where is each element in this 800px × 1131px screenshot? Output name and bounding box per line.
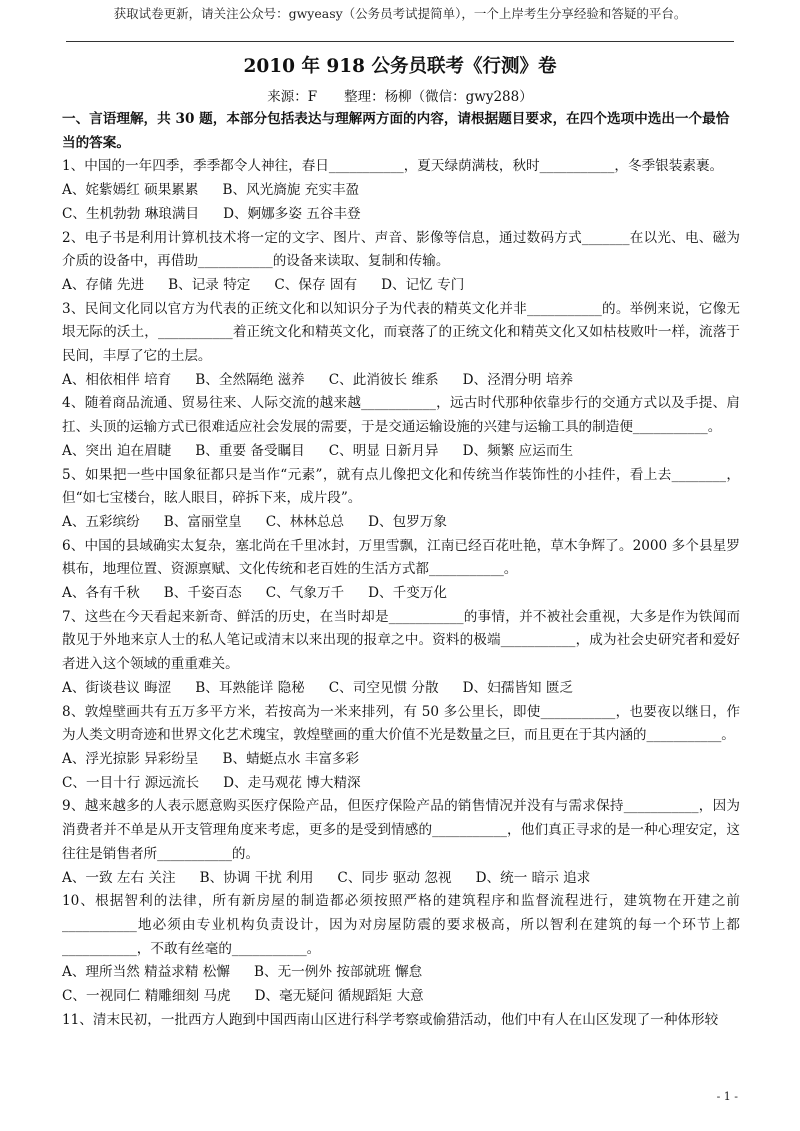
answer-option: A、五彩缤纷 bbox=[62, 513, 140, 530]
answer-option: C、一目十行 源远流长 bbox=[62, 774, 200, 791]
question-stem: 6、中国的县域确实太复杂，塞北尚在千里冰封，万里雪飘，江南已经百花吐艳，草木争辉了。2000 多个县星罗棋布，地理位置、资源禀赋、文化传统和老百姓的生活方式都___________。 bbox=[62, 537, 740, 578]
option-row bbox=[62, 961, 740, 985]
option-row bbox=[62, 985, 740, 1009]
answer-option: D、统一 暗示 追求 bbox=[475, 869, 591, 886]
page-subtitle: 来源：F 整理：杨柳（微信：gwy288） bbox=[267, 89, 533, 105]
question-stem: 10、根据智利的法律，所有新房屋的制造都必须按照严格的建筑程序和监督流程进行，建筑物在开建之前___________地必须由专业机构负责设计，因为对房屋防震的要求极高，所以智利在建筑的每一个环节上都___________，不敢有丝毫的___________。 bbox=[62, 893, 740, 957]
option-row bbox=[62, 772, 740, 796]
answer-option: A、理所当然 精益求精 松懈 bbox=[62, 964, 230, 981]
answer-option: C、司空见惯 分散 bbox=[328, 679, 439, 696]
option-row bbox=[62, 582, 740, 606]
answer-option: C、气象万千 bbox=[265, 585, 345, 602]
answer-option: B、记录 特定 bbox=[168, 276, 251, 293]
answer-option: D、记忆 专门 bbox=[381, 276, 465, 293]
question-stem: 4、随着商品流通、贸易往来、人际交流的越来越___________，远古时代那种依靠步行的交通方式以及手提、肩扛、头顶的运输方式已很难适应社会发展的需要，于是交通运输设施的兴建与运输工具的制造便___________。 bbox=[62, 395, 740, 436]
question-stem: 9、越来越多的人表示愿意购买医疗保险产品，但医疗保险产品的销售情况并没有与需求保持___________，因为消费者并不单是从开支管理角度来考虑，更多的是受到情感的___________，他们真正寻求的是一种心理安定，这往往是销售者所___________的。 bbox=[62, 798, 740, 862]
question bbox=[62, 535, 740, 606]
question-stem: 11、清末民初，一批西方人跑到中国西南山区进行科学考察或偷猎活动，他们中有人在山区发现了一种体形较 bbox=[62, 1011, 719, 1028]
answer-option: C、此消彼长 维系 bbox=[328, 371, 439, 388]
answer-option: A、突出 迫在眉睫 bbox=[62, 442, 172, 459]
answer-option: B、无一例外 按部就班 懈怠 bbox=[254, 964, 423, 981]
answer-option: C、生机勃勃 琳琅满目 bbox=[62, 205, 200, 222]
answer-option: B、风光旖旎 充实丰盈 bbox=[222, 182, 360, 199]
option-row bbox=[62, 274, 740, 298]
answer-option: D、包罗万象 bbox=[368, 513, 448, 530]
answer-option: B、富丽堂皇 bbox=[163, 513, 242, 530]
answer-option: A、一致 左右 关注 bbox=[62, 869, 176, 886]
question bbox=[62, 464, 740, 535]
question bbox=[62, 298, 740, 393]
option-row bbox=[62, 179, 740, 203]
option-row bbox=[62, 677, 740, 701]
option-row bbox=[62, 867, 740, 891]
answer-option: D、千变万化 bbox=[368, 585, 448, 602]
option-row bbox=[62, 369, 740, 393]
question bbox=[62, 392, 740, 463]
option-row bbox=[62, 748, 740, 772]
answer-option: B、耳熟能详 隐秘 bbox=[195, 679, 305, 696]
answer-option: B、重要 备受瞩目 bbox=[195, 442, 305, 459]
answer-option: A、街谈巷议 晦涩 bbox=[62, 679, 172, 696]
question-list bbox=[62, 155, 740, 1032]
answer-option: C、同步 驱动 忽视 bbox=[337, 869, 452, 886]
option-row bbox=[62, 203, 740, 227]
exam-content bbox=[62, 108, 740, 1032]
option-row bbox=[62, 511, 740, 535]
question bbox=[62, 795, 740, 890]
answer-option: C、林林总总 bbox=[265, 513, 345, 530]
question-stem: 1、中国的一年四季，季季都令人神往，春日___________，夏天绿荫满枝，秋时___________，冬季银装素裹。 bbox=[62, 158, 724, 175]
answer-option: A、存储 先进 bbox=[62, 276, 145, 293]
header-notice: 获取试卷更新，请关注公众号：gwyeasy（公务员考试提简单），一个上岸考生分享经验和答疑的平台。 bbox=[113, 6, 687, 21]
question bbox=[62, 227, 740, 298]
page-number: - 1 - bbox=[716, 1090, 738, 1103]
answer-option: D、泾渭分明 培养 bbox=[462, 371, 574, 388]
question bbox=[62, 1009, 740, 1033]
answer-option: C、明显 日新月异 bbox=[328, 442, 439, 459]
answer-option: D、频繁 应运而生 bbox=[462, 442, 574, 459]
header-divider bbox=[66, 41, 734, 42]
question-stem: 8、敦煌壁画共有五万多平方米，若按高为一米来排列，有 50 多公里长，即使___________，也要夜以继日，作为人类文明奇迹和世界文化艺术瑰宝，敦煌壁画的重大价值不光是数量之巨，而且更在于其内涵的___________。 bbox=[62, 703, 740, 744]
answer-option: D、妇孺皆知 匮乏 bbox=[462, 679, 574, 696]
answer-option: B、全然隔绝 滋养 bbox=[195, 371, 305, 388]
answer-option: C、保存 固有 bbox=[274, 276, 358, 293]
answer-option: D、走马观花 博大精深 bbox=[223, 774, 361, 791]
answer-option: A、姹紫嫣红 硕果累累 bbox=[62, 182, 199, 199]
answer-option: D、婀娜多姿 五谷丰登 bbox=[223, 205, 361, 222]
question bbox=[62, 890, 740, 1009]
question bbox=[62, 701, 740, 796]
question bbox=[62, 606, 740, 701]
question-stem: 5、如果把一些中国象征都只是当作“元素”，就有点儿像把文化和传统当作装饰性的小挂件，看上去________，但“如七宝楼台，眩人眼目，碎拆下来，成片段”。 bbox=[62, 466, 740, 507]
page-title: 2010 年 918 公务员联考《行测》卷 bbox=[243, 56, 557, 77]
answer-option: C、一视同仁 精雕细刻 马虎 bbox=[62, 988, 231, 1005]
answer-option: B、千姿百态 bbox=[163, 585, 242, 602]
question-stem: 2、电子书是利用计算机技术将一定的文字、图片、声音、影像等信息，通过数码方式_______在以光、电、磁为介质的设备中，再借助___________的设备来读取、复制和传输。 bbox=[62, 229, 740, 270]
answer-option: A、浮光掠影 异彩纷呈 bbox=[62, 750, 199, 767]
answer-option: B、协调 干扰 利用 bbox=[199, 869, 314, 886]
question-stem: 3、民间文化同以官方为代表的正统文化和以知识分子为代表的精英文化并非___________的。举例来说，它像无垠无际的沃土，___________着正统文化和精英文化，而衰落了的正统文化和精英文化又如枯枝败叶一样，流落于民间，丰厚了它的土层。 bbox=[62, 300, 740, 365]
option-row bbox=[62, 440, 740, 464]
answer-option: B、蜻蜓点水 丰富多彩 bbox=[222, 750, 360, 767]
answer-option: A、相依相伴 培育 bbox=[62, 371, 172, 388]
answer-option: D、毫无疑问 循规蹈矩 大意 bbox=[254, 988, 424, 1005]
question-stem: 7、这些在今天看起来新奇、鲜活的历史，在当时却是___________的事情，并不被社会重视，大多是作为铁闻而散见于外地来京人士的私人笔记或清末以来出现的报章之中。资料的极端___________，成为社会史研究者和爱好者进入这个领域的重重难关。 bbox=[62, 608, 740, 673]
question bbox=[62, 155, 740, 226]
section-heading: 一、言语理解，共 30 题，本部分包括表达与理解两方面的内容，请根据题目要求，在四个选项中选出一个最恰当的答案。 bbox=[62, 111, 730, 151]
answer-option: A、各有千秋 bbox=[62, 585, 140, 602]
